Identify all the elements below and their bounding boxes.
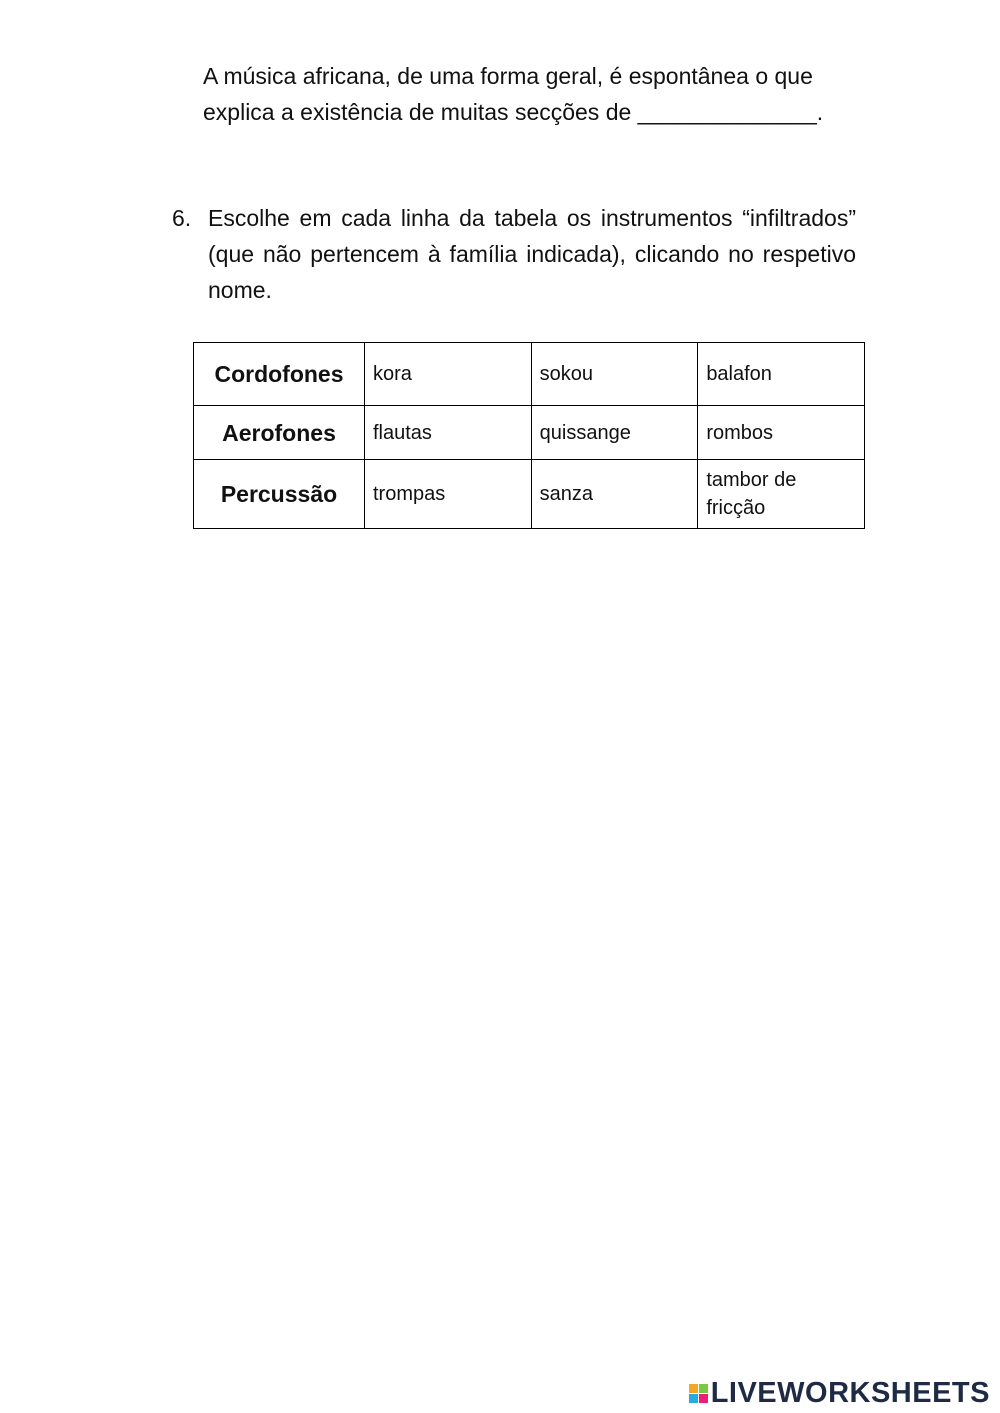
instrument-option[interactable]: sokou <box>531 343 698 406</box>
instrument-option[interactable]: rombos <box>698 406 865 460</box>
family-cell: Cordofones <box>194 343 365 406</box>
logo-square <box>689 1394 698 1403</box>
logo-square <box>699 1384 708 1393</box>
instrument-option[interactable]: balafon <box>698 343 865 406</box>
table-row <box>194 460 865 529</box>
question-number: 6. <box>172 205 192 231</box>
logo-square <box>689 1384 698 1393</box>
instrument-option[interactable]: quissange <box>531 406 698 460</box>
question-text: Escolhe em cada linha da tabela os instrumentos “infiltrados” (que não pertencem à família indicada), clicando no respetivo nome. <box>208 205 856 303</box>
family-cell: Aerofones <box>194 406 365 460</box>
family-cell: Percussão <box>194 460 365 529</box>
instruments-table <box>193 342 865 529</box>
instrument-option[interactable]: tambor de fricção <box>698 460 865 529</box>
intro-line-1: A música africana, de uma forma geral, é espontânea o que <box>203 63 813 89</box>
intro-line-2: explica a existência de muitas secções de ______________. <box>203 99 824 125</box>
instrument-option[interactable]: sanza <box>531 460 698 529</box>
question-6 <box>172 200 856 308</box>
liveworksheets-logo <box>689 1376 990 1410</box>
instrument-option[interactable]: trompas <box>365 460 532 529</box>
instrument-option[interactable]: flautas <box>365 406 532 460</box>
instrument-option[interactable]: kora <box>365 343 532 406</box>
logo-square <box>699 1394 708 1403</box>
table-row <box>194 406 865 460</box>
logo-text: LIVEWORKSHEETS <box>710 1376 990 1409</box>
logo-icon <box>689 1384 708 1403</box>
table-row <box>194 343 865 406</box>
intro-paragraph <box>203 58 863 130</box>
